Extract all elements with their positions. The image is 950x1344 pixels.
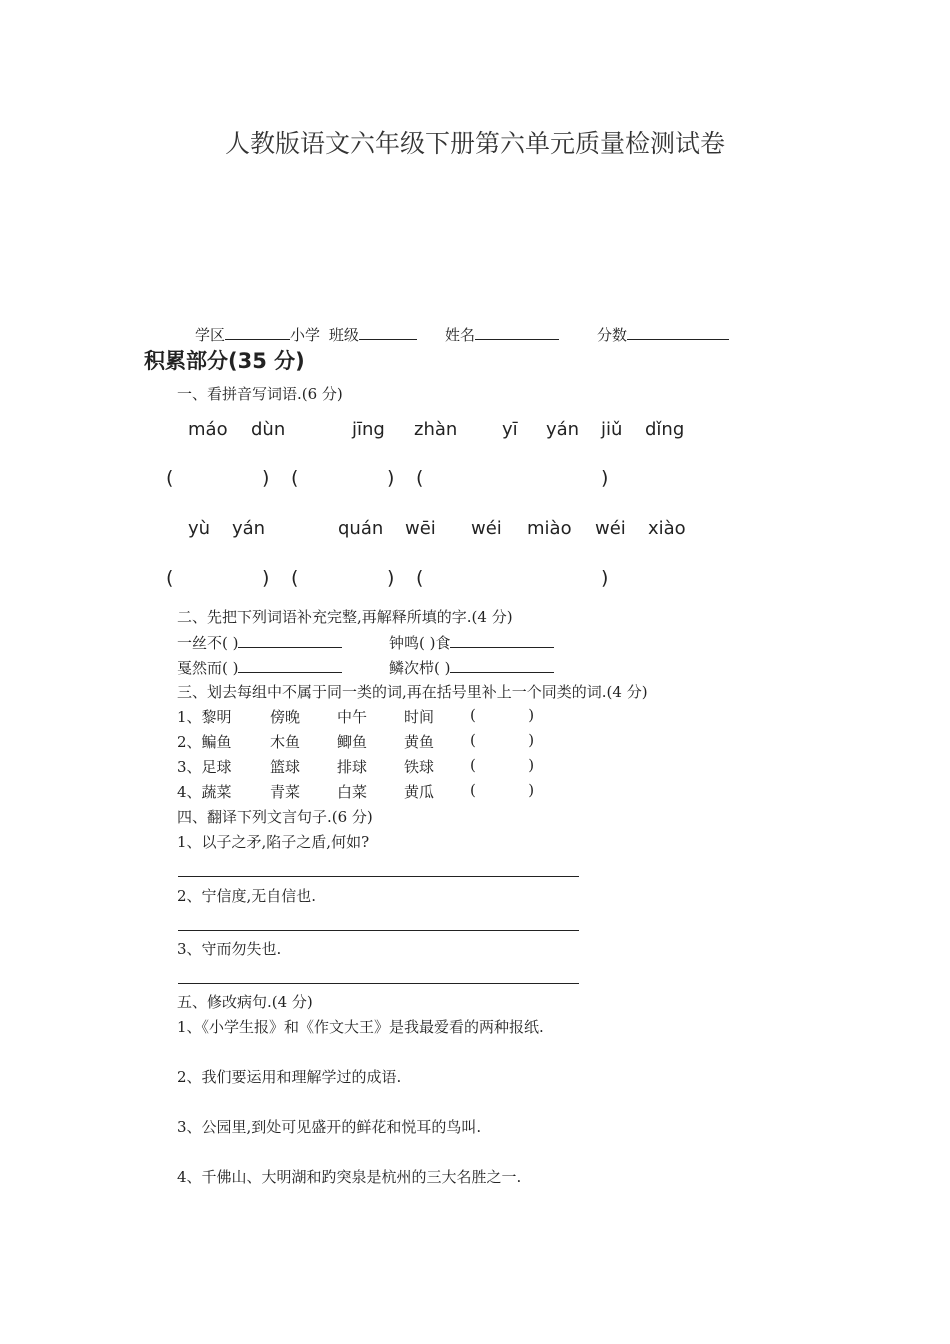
pinyin: quán xyxy=(338,518,384,539)
q3-row-num: 1、黎明 xyxy=(177,708,232,726)
name-blank[interactable] xyxy=(475,323,559,340)
pinyin: jīng xyxy=(352,419,385,440)
district-blank[interactable] xyxy=(225,323,290,340)
pinyin: yán xyxy=(232,518,266,539)
q1-heading: 一、看拼音写词语.(6 分) xyxy=(177,385,343,403)
q3-answer-paren[interactable]: ( ) xyxy=(470,756,535,774)
class-label: 班级 xyxy=(328,326,359,344)
answer-paren-close: ) xyxy=(387,467,395,489)
pinyin: dǐng xyxy=(645,419,685,440)
q3-word[interactable]: 傍晚 xyxy=(270,708,301,726)
q3-word[interactable]: 黄鱼 xyxy=(404,733,435,751)
q2-item xyxy=(177,631,342,653)
pinyin: wēi xyxy=(405,518,436,539)
q2-item-text: 鳞次栉( ) xyxy=(389,659,451,677)
q3-word[interactable]: 中午 xyxy=(337,708,368,726)
q2-item xyxy=(389,631,554,653)
q3-row-num: 3、足球 xyxy=(177,758,232,776)
q3-word[interactable]: 篮球 xyxy=(270,758,301,776)
score-label: 分数 xyxy=(597,326,628,344)
pinyin: wéi xyxy=(595,518,626,539)
answer-paren-open[interactable]: ( xyxy=(291,467,299,489)
q4-item: 1、以子之矛,陷子之盾,何如? xyxy=(177,833,370,851)
q4-item: 2、宁信度,无自信也. xyxy=(177,887,317,905)
q3-row-num: 4、蔬菜 xyxy=(177,783,232,801)
q2-item xyxy=(177,656,342,678)
q3-word[interactable]: 时间 xyxy=(404,708,435,726)
q5-item: 4、千佛山、大明湖和趵突泉是杭州的三大名胜之一. xyxy=(177,1168,522,1186)
answer-paren-close: ) xyxy=(387,567,395,589)
q4-item: 3、守而勿失也. xyxy=(177,940,282,958)
district-label: 学区 xyxy=(195,326,226,344)
q3-word[interactable]: 排球 xyxy=(337,758,368,776)
name-label: 姓名 xyxy=(445,326,476,344)
q2-item xyxy=(389,656,554,678)
q4-answer-line[interactable] xyxy=(178,876,579,877)
q3-word[interactable]: 黄瓜 xyxy=(404,783,435,801)
q3-word[interactable]: 白菜 xyxy=(337,783,368,801)
school-label: 小学 xyxy=(290,326,321,344)
pinyin: zhàn xyxy=(414,419,458,440)
q2-item-text: 钟鸣( )食 xyxy=(389,634,451,652)
q4-heading: 四、翻译下列文言句子.(6 分) xyxy=(177,808,373,826)
q2-answer-blank[interactable] xyxy=(450,631,554,648)
q5-heading: 五、修改病句.(4 分) xyxy=(177,993,313,1011)
student-info xyxy=(195,323,417,345)
q5-item: 3、公园里,到处可见盛开的鲜花和悦耳的鸟叫. xyxy=(177,1118,482,1136)
class-blank[interactable] xyxy=(359,323,417,340)
q2-answer-blank[interactable] xyxy=(238,631,342,648)
q5-item: 1、《小学生报》和《作文大王》是我最爱看的两种报纸. xyxy=(177,1018,544,1036)
score-blank[interactable] xyxy=(627,323,729,340)
score-field xyxy=(597,323,729,345)
q4-answer-line[interactable] xyxy=(178,930,579,931)
answer-paren-open[interactable]: ( xyxy=(166,567,174,589)
answer-paren-open[interactable]: ( xyxy=(166,467,174,489)
section-title: 积累部分(35 分) xyxy=(144,349,305,373)
answer-paren-open[interactable]: ( xyxy=(291,567,299,589)
answer-paren-close: ) xyxy=(601,467,609,489)
answer-paren-close: ) xyxy=(262,567,270,589)
q2-answer-blank[interactable] xyxy=(450,656,554,673)
q4-answer-line[interactable] xyxy=(178,983,579,984)
answer-paren-close: ) xyxy=(601,567,609,589)
pinyin: yī xyxy=(502,419,518,440)
pinyin: yù xyxy=(188,518,211,539)
pinyin: wéi xyxy=(471,518,502,539)
q3-word[interactable]: 青菜 xyxy=(270,783,301,801)
answer-paren-open[interactable]: ( xyxy=(416,567,424,589)
pinyin: dùn xyxy=(251,419,286,440)
pinyin: máo xyxy=(188,419,228,440)
q2-item-text: 一丝不( ) xyxy=(177,634,239,652)
pinyin: miào xyxy=(527,518,572,539)
q3-row-num: 2、鳊鱼 xyxy=(177,733,232,751)
q3-answer-paren[interactable]: ( ) xyxy=(470,781,535,799)
answer-paren-open[interactable]: ( xyxy=(416,467,424,489)
q3-answer-paren[interactable]: ( ) xyxy=(470,706,535,724)
q3-word[interactable]: 铁球 xyxy=(404,758,435,776)
q3-word[interactable]: 木鱼 xyxy=(270,733,301,751)
q5-item: 2、我们要运用和理解学过的成语. xyxy=(177,1068,402,1086)
pinyin: jiǔ xyxy=(601,419,623,440)
q2-answer-blank[interactable] xyxy=(238,656,342,673)
q2-heading: 二、先把下列词语补充完整,再解释所填的字.(4 分) xyxy=(177,608,513,626)
name-field xyxy=(445,323,559,345)
pinyin: xiào xyxy=(648,518,686,539)
q3-word[interactable]: 鲫鱼 xyxy=(337,733,368,751)
answer-paren-close: ) xyxy=(262,467,270,489)
q3-answer-paren[interactable]: ( ) xyxy=(470,731,535,749)
q3-heading: 三、划去每组中不属于同一类的词,再在括号里补上一个同类的词.(4 分) xyxy=(177,683,648,701)
q2-item-text: 戛然而( ) xyxy=(177,659,239,677)
pinyin: yán xyxy=(546,419,580,440)
page-title: 人教版语文六年级下册第六单元质量检测试卷 xyxy=(224,129,725,158)
